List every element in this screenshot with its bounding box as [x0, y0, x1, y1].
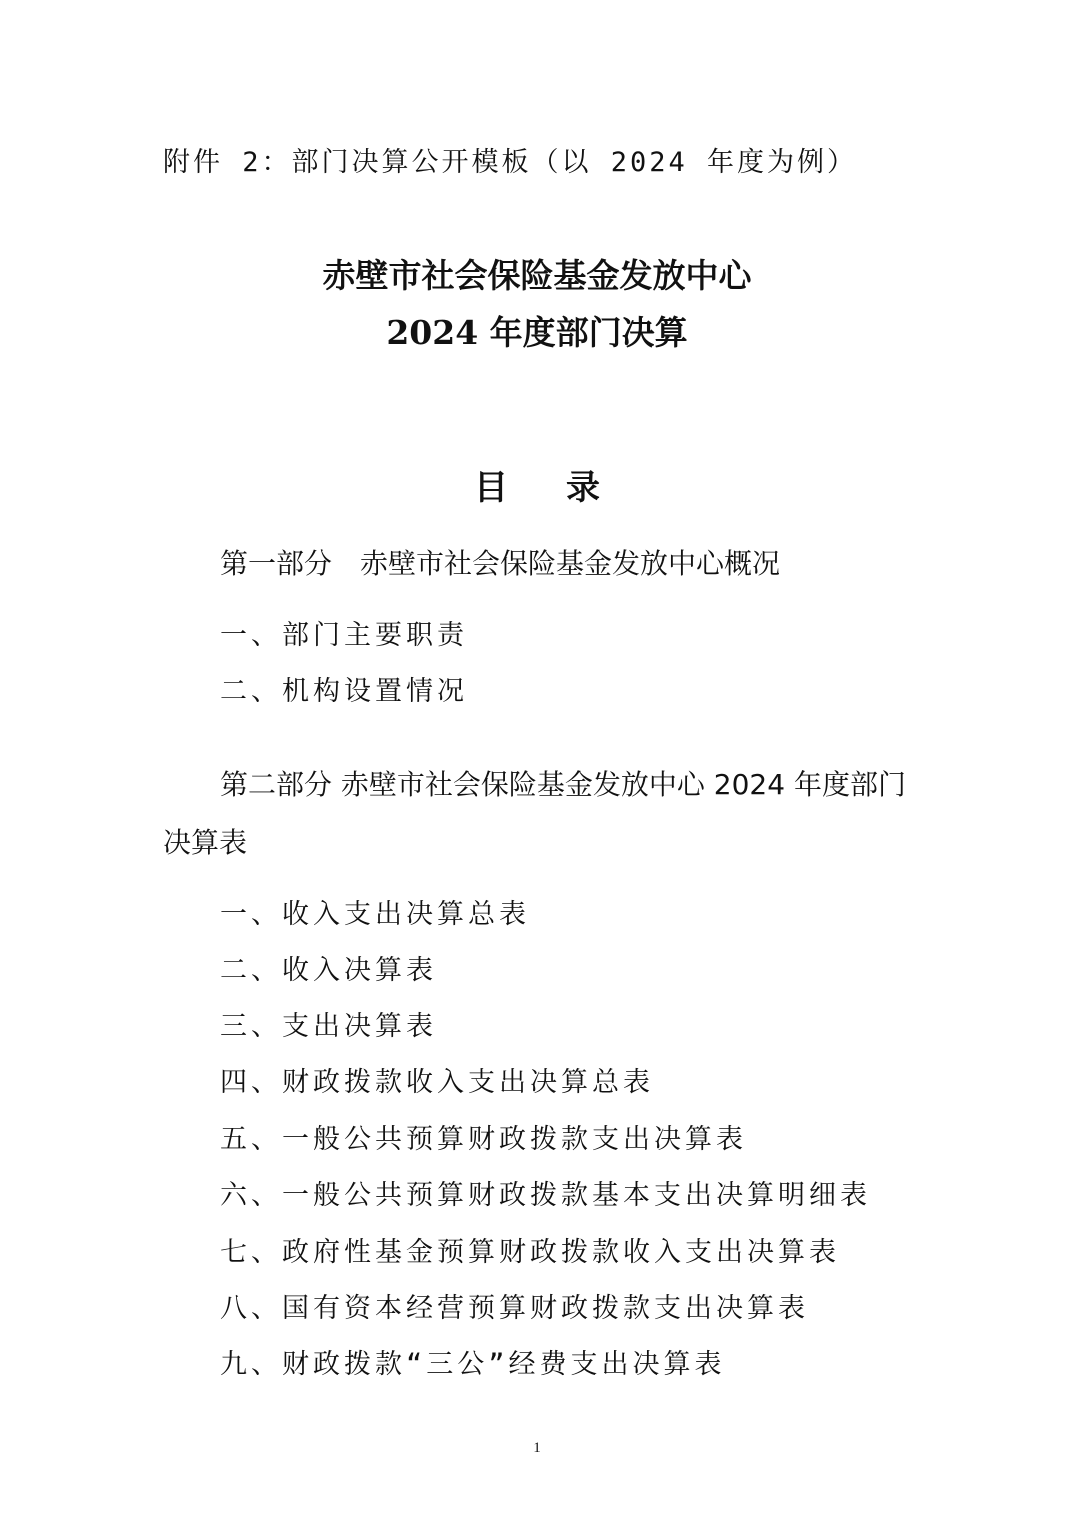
toc-part2-item-9: 九、财政拨款“三公”经费支出决算表 [220, 1349, 726, 1380]
toc-part2-item-8: 八、国有资本经营预算财政拨款支出决算表 [220, 1293, 809, 1324]
toc-part2-item-2: 二、收入决算表 [220, 955, 437, 986]
attachment-note: 附件 2：部门决算公开模板（以 2024 年度为例） [163, 147, 858, 178]
toc-part2-item-3: 三、支出决算表 [220, 1011, 437, 1042]
toc-part2-item-6: 六、一般公共预算财政拨款基本支出决算明细表 [220, 1180, 871, 1211]
toc-part2-item-1: 一、收入支出决算总表 [220, 899, 530, 930]
document-title-line2: 2024 年度部门决算 [386, 313, 688, 352]
toc-heading: 目录 [474, 468, 658, 508]
toc-part1-heading: 第一部分 赤壁市社会保险基金发放中心概况 [220, 547, 781, 580]
toc-part2-item-4: 四、财政拨款收入支出决算总表 [220, 1067, 654, 1098]
document-title-line1: 赤壁市社会保险基金发放中心 [322, 256, 752, 295]
toc-part2-heading: 第二部分 赤壁市社会保险基金发放中心 2024 年度部门决算表 [163, 768, 906, 859]
toc-part1-item-1: 一、部门主要职责 [220, 620, 468, 651]
toc-part1-item-2: 二、机构设置情况 [220, 676, 468, 707]
page-number: 1 [533, 1440, 541, 1456]
toc-part2-item-5: 五、一般公共预算财政拨款支出决算表 [220, 1124, 747, 1155]
toc-part2-item-7: 七、政府性基金预算财政拨款收入支出决算表 [220, 1237, 840, 1268]
